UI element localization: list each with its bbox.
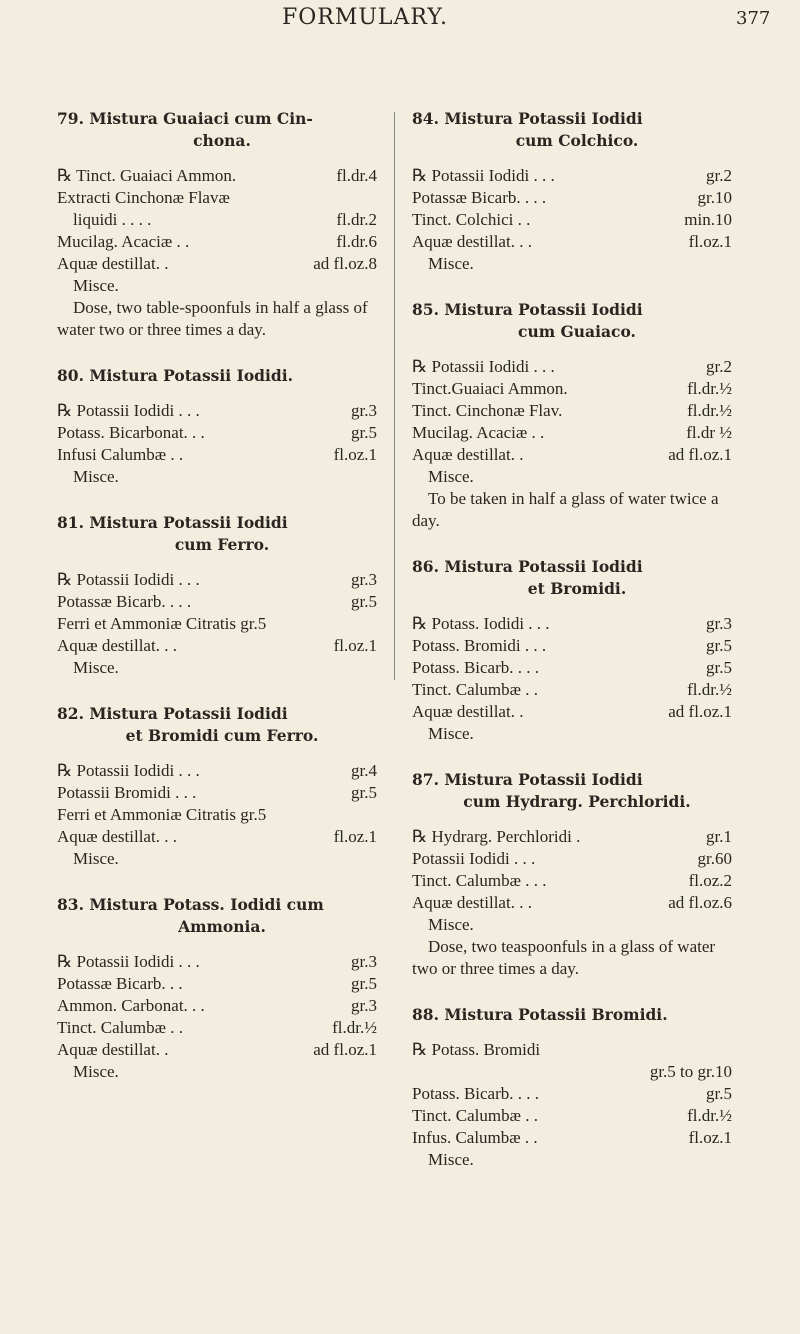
- dosage-note: To be taken in half a glass of water twice a day.: [412, 489, 719, 530]
- ingredient-name: Potassæ Bicarb. . . .: [57, 592, 192, 611]
- ingredient-quantity: gr.4: [351, 761, 377, 780]
- ingredient-name: Potassæ Bicarb. . .: [57, 974, 183, 993]
- ingredient-row: [57, 826, 387, 848]
- ingredient-row: [57, 1039, 387, 1061]
- ingredient-row: [57, 569, 387, 591]
- formula-subtitle: chona.: [193, 131, 251, 150]
- ingredient-quantity: gr.5: [706, 636, 732, 655]
- ingredient-row: [412, 400, 742, 422]
- ingredient-quantity: fl.dr.½: [687, 401, 732, 420]
- ingredient-quantity: gr.3: [351, 952, 377, 971]
- ingredient-row: [412, 187, 742, 209]
- ingredient-name: Extracti Cinchonæ Flavæ: [57, 188, 230, 207]
- ingredient-name: Tinct. Cinchonæ Flav.: [412, 401, 563, 420]
- ingredient-quantity: [377, 613, 387, 635]
- ingredient-name: Aquæ destillat. .: [57, 254, 169, 273]
- ingredient-row: [57, 444, 387, 466]
- ingredient-row: [57, 400, 387, 422]
- ingredient-name: ℞ Potassii Iodidi . . .: [57, 952, 200, 971]
- ingredient-name: Potassii Bromidi . . .: [57, 783, 197, 802]
- ingredient-quantity: gr.5: [706, 1084, 732, 1103]
- formula-title: 79. Mistura Guaiaci cum Cin-: [57, 109, 313, 128]
- ingredient-quantity: gr.2: [706, 357, 732, 376]
- ingredient-name: Potass. Bicarb. . . .: [412, 1084, 540, 1103]
- ingredient-row: [412, 378, 742, 400]
- ingredient-row: [57, 591, 387, 613]
- formula-title: 80. Mistura Potassii Iodidi.: [57, 366, 294, 385]
- ingredient-name: ℞ Potassii Iodidi . . .: [412, 357, 555, 376]
- ingredient-quantity: fl.dr.½: [687, 379, 732, 398]
- ingredient-quantity: ad fl.oz.1: [668, 445, 732, 464]
- ingredient-row: [412, 679, 742, 701]
- ingredient-name: ℞ Potassii Iodidi . . .: [57, 401, 200, 420]
- ingredient-row: [412, 701, 742, 723]
- ingredient-row: [412, 1061, 742, 1083]
- ingredient-quantity: gr.5: [351, 423, 377, 442]
- misce-instruction: Misce.: [428, 254, 474, 273]
- ingredient-name: Potassæ Bicarb. . . .: [412, 188, 547, 207]
- ingredient-quantity: gr.5: [351, 974, 377, 993]
- formula-subtitle: cum Guaiaco.: [518, 322, 636, 341]
- misce-instruction: Misce.: [73, 467, 119, 486]
- ingredient-row: [57, 804, 387, 826]
- ingredient-row: [57, 951, 387, 973]
- formula-subtitle: cum Ferro.: [174, 535, 270, 554]
- ingredient-quantity: fl.oz.1: [333, 827, 377, 846]
- ingredient-row: [412, 422, 742, 444]
- ingredient-quantity: gr.1: [706, 827, 732, 846]
- formula-subtitle: et Bromidi.: [527, 579, 627, 598]
- ingredient-quantity: fl.dr.2: [336, 210, 377, 229]
- formula-subtitle: cum Hydrarg. Perchloridi.: [463, 792, 691, 811]
- ingredient-name: Aquæ destillat. . .: [412, 893, 532, 912]
- ingredient-quantity: gr.5: [351, 783, 377, 802]
- ingredient-quantity: fl.oz.1: [688, 1128, 732, 1147]
- ingredient-name: Potassii Iodidi . . .: [412, 849, 536, 868]
- ingredient-name: Ammon. Carbonat. . .: [57, 996, 205, 1015]
- ingredient-row: [57, 231, 387, 253]
- misce-instruction: Misce.: [73, 1062, 119, 1081]
- formula-block: [412, 769, 742, 980]
- ingredient-quantity: gr.5: [706, 658, 732, 677]
- ingredient-name: Aquæ destillat. .: [412, 702, 524, 721]
- ingredient-row: [412, 1083, 742, 1105]
- ingredient-name: Infus. Calumbæ . .: [412, 1128, 538, 1147]
- ingredient-row: [57, 165, 387, 187]
- ingredient-row: [412, 444, 742, 466]
- ingredient-quantity: gr.2: [706, 166, 732, 185]
- formula-title: 81. Mistura Potassii Iodidi: [57, 513, 288, 532]
- ingredient-name: Infusi Calumbæ . .: [57, 445, 184, 464]
- ingredient-quantity: ad fl.oz.1: [668, 702, 732, 721]
- ingredient-name: Aquæ destillat. . .: [412, 232, 532, 251]
- misce-instruction: Misce.: [428, 467, 474, 486]
- ingredient-name: Aquæ destillat. .: [412, 445, 524, 464]
- ingredient-row: [57, 253, 387, 275]
- misce-instruction: Misce.: [428, 915, 474, 934]
- formula-title: 88. Mistura Potassii Bromidi.: [412, 1005, 668, 1024]
- ingredient-row: [412, 165, 742, 187]
- formula-block: [412, 1004, 742, 1171]
- ingredient-quantity: fl.dr.½: [687, 680, 732, 699]
- ingredient-name: Tinct. Colchici . .: [412, 210, 531, 229]
- ingredient-name: ℞ Tinct. Guaiaci Ammon.: [57, 166, 237, 185]
- formula-block: [412, 556, 742, 745]
- formula-block: [57, 703, 387, 870]
- ingredient-name: ℞ Hydrarg. Perchloridi .: [412, 827, 581, 846]
- ingredient-quantity: fl.dr ½: [686, 423, 732, 442]
- ingredient-quantity: fl.oz.2: [688, 871, 732, 890]
- ingredient-quantity: fl.dr.6: [336, 232, 377, 251]
- ingredient-quantity: fl.dr.4: [336, 166, 377, 185]
- ingredient-name: Ferri et Ammoniæ Citratis gr.5: [57, 614, 267, 633]
- formula-block: [57, 108, 387, 341]
- ingredient-row: [57, 1017, 387, 1039]
- dosage-note: Dose, two table-spoonfuls in half a glass of water two or three times a day.: [57, 298, 368, 339]
- ingredient-quantity: gr.60: [697, 849, 732, 868]
- formula-subtitle: et Bromidi cum Ferro.: [125, 726, 319, 745]
- misce-instruction: Misce.: [73, 849, 119, 868]
- ingredient-row: [412, 1039, 742, 1061]
- ingredient-name: Potass. Bicarbonat. . .: [57, 423, 205, 442]
- ingredient-row: [412, 848, 742, 870]
- ingredient-row: [412, 635, 742, 657]
- formula-block: [57, 512, 387, 679]
- ingredient-name: Aquæ destillat. .: [57, 1040, 169, 1059]
- page-header: [0, 0, 800, 40]
- ingredient-name: ℞ Potass. Bromidi: [412, 1040, 541, 1059]
- dosage-note: Dose, two teaspoonfuls in a glass of water two or three times a day.: [412, 937, 716, 978]
- ingredient-quantity: fl.dr.½: [332, 1018, 377, 1037]
- ingredient-name: liquidi . . . .: [73, 210, 152, 229]
- page-number: 377: [736, 8, 771, 29]
- ingredient-quantity: gr.5: [351, 592, 377, 611]
- ingredient-row: [412, 209, 742, 231]
- ingredient-row: [57, 635, 387, 657]
- running-head: FORMULARY.: [282, 5, 448, 30]
- ingredient-row: [412, 892, 742, 914]
- formula-block: [412, 108, 742, 275]
- ingredient-quantity: [732, 1039, 742, 1061]
- ingredient-name: Tinct. Calumbæ . .: [412, 1106, 538, 1125]
- formula-block: [412, 299, 742, 532]
- ingredient-name: Tinct.Guaiaci Ammon.: [412, 379, 568, 398]
- ingredient-row: [412, 231, 742, 253]
- ingredient-name: Aquæ destillat. . .: [57, 827, 177, 846]
- formula-subtitle: Ammonia.: [178, 917, 266, 936]
- ingredient-quantity: fl.dr.½: [687, 1106, 732, 1125]
- misce-instruction: Misce.: [73, 658, 119, 677]
- ingredient-row: [57, 995, 387, 1017]
- ingredient-name: Potass. Bicarb. . . .: [412, 658, 540, 677]
- left-column: [57, 108, 387, 1107]
- ingredient-row: [57, 973, 387, 995]
- misce-instruction: Misce.: [428, 724, 474, 743]
- ingredient-quantity: [377, 804, 387, 826]
- ingredient-quantity: min.10: [684, 210, 732, 229]
- column-divider: [394, 112, 395, 680]
- ingredient-name: ℞ Potassii Iodidi . . .: [412, 166, 555, 185]
- ingredient-quantity: gr.3: [706, 614, 732, 633]
- ingredient-quantity: ad fl.oz.1: [313, 1040, 377, 1059]
- formula-subtitle: cum Colchico.: [515, 131, 639, 150]
- ingredient-quantity: gr.3: [351, 401, 377, 420]
- misce-instruction: Misce.: [428, 1150, 474, 1169]
- formula-title: 84. Mistura Potassii Iodidi: [412, 109, 643, 128]
- ingredient-row: [412, 870, 742, 892]
- ingredient-row: [57, 782, 387, 804]
- right-column: [412, 108, 742, 1195]
- ingredient-quantity: fl.oz.1: [688, 232, 732, 251]
- formula-title: 85. Mistura Potassii Iodidi: [412, 300, 643, 319]
- ingredient-row: [57, 187, 387, 209]
- ingredient-name: ℞ Potassii Iodidi . . .: [57, 570, 200, 589]
- ingredient-row: [412, 356, 742, 378]
- ingredient-name: Tinct. Calumbæ . .: [57, 1018, 183, 1037]
- ingredient-quantity: fl.oz.1: [333, 445, 377, 464]
- ingredient-name: Mucilag. Acaciæ . .: [57, 232, 190, 251]
- ingredient-row: [57, 422, 387, 444]
- ingredient-name: Aquæ destillat. . .: [57, 636, 177, 655]
- ingredient-quantity: fl.oz.1: [333, 636, 377, 655]
- ingredient-row: [412, 657, 742, 679]
- formula-block: [57, 365, 387, 488]
- ingredient-row: [412, 613, 742, 635]
- ingredient-quantity: gr.3: [351, 570, 377, 589]
- ingredient-name: Ferri et Ammoniæ Citratis gr.5: [57, 805, 267, 824]
- ingredient-quantity: gr.3: [351, 996, 377, 1015]
- ingredient-quantity: gr.10: [697, 188, 732, 207]
- formula-block: [57, 894, 387, 1083]
- formula-title: 82. Mistura Potassii Iodidi: [57, 704, 288, 723]
- ingredient-name: Tinct. Calumbæ . . .: [412, 871, 547, 890]
- formula-title: 83. Mistura Potass. Iodidi cum: [57, 895, 324, 914]
- ingredient-row: [412, 826, 742, 848]
- ingredient-name: Tinct. Calumbæ . .: [412, 680, 538, 699]
- ingredient-row: [412, 1127, 742, 1149]
- ingredient-quantity: [377, 187, 387, 209]
- ingredient-quantity: gr.5 to gr.10: [649, 1062, 732, 1081]
- misce-instruction: Misce.: [73, 276, 119, 295]
- ingredient-row: [57, 760, 387, 782]
- ingredient-quantity: ad fl.oz.6: [668, 893, 732, 912]
- ingredient-row: [57, 613, 387, 635]
- formula-title: 87. Mistura Potassii Iodidi: [412, 770, 643, 789]
- ingredient-quantity: ad fl.oz.8: [313, 254, 377, 273]
- formula-title: 86. Mistura Potassii Iodidi: [412, 557, 643, 576]
- ingredient-name: ℞ Potassii Iodidi . . .: [57, 761, 200, 780]
- ingredient-row: [412, 1105, 742, 1127]
- ingredient-row: [57, 209, 387, 231]
- ingredient-name: ℞ Potass. Iodidi . . .: [412, 614, 550, 633]
- ingredient-name: Mucilag. Acaciæ . .: [412, 423, 545, 442]
- ingredient-name: Potass. Bromidi . . .: [412, 636, 547, 655]
